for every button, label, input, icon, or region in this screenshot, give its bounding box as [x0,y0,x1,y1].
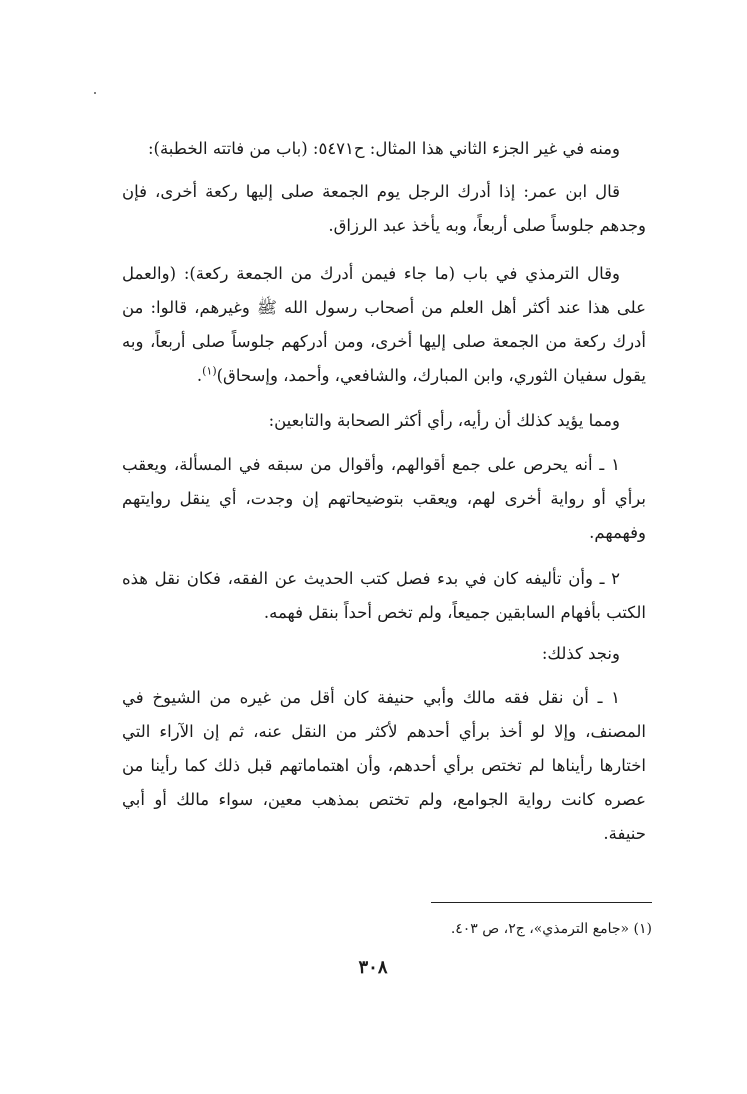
paragraph-text: ومنه في غير الجزء الثاني هذا المثال: ح٥٤٧١: (باب من فاتته الخطبة): [147,139,620,158]
scan-speck [94,92,96,94]
paragraph-text: وقال الترمذي في باب (ما جاء فيمن أدرك من الجمعة ركعة): (والعمل على هذا عند أكثر أهل العلم من أصحاب رسول الله ﷺ وغيرهم، قالوا: من أدرك ركعة من الجمعة صلى إليها أخرى، ومن أدركهم جلوساً صلى أربعاً، وبه يقول سفيان الثوري، وابن المبارك، والشافعي، وأحمد، وإسحاق) [122,264,646,385]
paragraph-text: ونجد كذلك: [541,644,620,663]
paragraph-text: ومما يؤيد كذلك أن رأيه، رأي أكثر الصحابة والتابعين: [268,411,620,430]
paragraph-tirmidhi [122,257,646,393]
paragraph-supporting [122,404,646,438]
footnote: (١) «جامع الترمذي»، ج٢، ص ٤٠٣. [450,921,652,937]
paragraph-text: قال ابن عمر: إذا أدرك الرجل يوم الجمعة صلى إليها ركعة أخرى، فإن وجدهم جلوساً صلى أربعاً، وبه يأخذ عبد الرزاق. [122,182,646,235]
footnote-reference: (١) [202,364,217,378]
paragraph-example-intro [122,132,646,166]
paragraph-end: . [196,366,203,385]
page-number: ٣٠٨ [358,957,388,978]
paragraph-malik-abu-hanifa [122,681,646,851]
paragraph-point-1 [122,448,646,550]
paragraph-text: ١ ـ أنه يحرص على جمع أقوالهم، وأقوال من سبقه في المسألة، ويعقب برأي أو رواية أخرى لهم، ويعقب بتوضيحاتهم إن وجدت، أي ينقل روايتهم وفهمهم. [122,455,646,542]
paragraph-we-find [122,637,646,671]
footnote-divider [431,902,652,903]
paragraph-text: ٢ ـ وأن تأليفه كان في بدء فصل كتب الحديث عن الفقه، فكان نقل هذه الكتب بأفهام السابقين جميعاً، ولم تخص أحداً بنقل فهمه. [122,569,646,622]
paragraph-point-2 [122,562,646,630]
paragraph-ibn-umar [122,175,646,243]
paragraph-text: ١ ـ أن نقل فقه مالك وأبي حنيفة كان أقل من غيره من الشيوخ في المصنف، وإلا لو أخذ برأي أحدهم لأكثر من النقل عنه، ثم إن الآراء التي اختارها رأيناها لم تختص برأي أحدهم، وأن اهتماماتهم قبل ذلك كما رأينا من عصره كانت رواية الجوامع، ولم تختص بمذهب معين، سواء مالك أو أبي حنيفة. [122,688,646,843]
